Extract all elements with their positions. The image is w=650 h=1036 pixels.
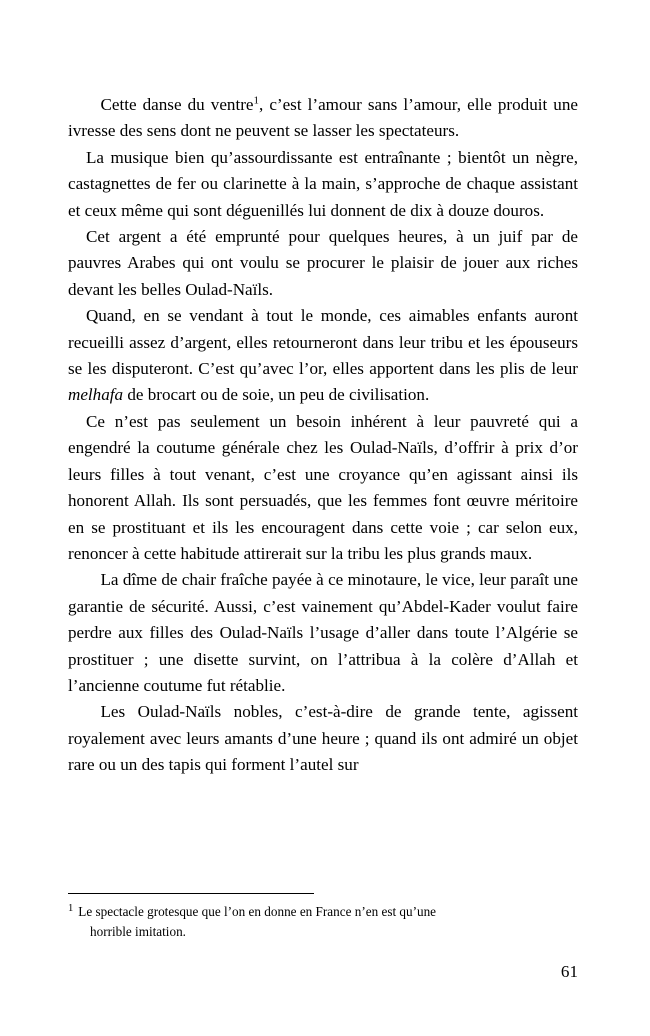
footnote-1-line-2: horrible imitation. [90,923,186,939]
paragraph-4-text-part-1: Quand, en se vendant à tout le monde, ces aimables enfants auront recueilli assez d’argent, elles retourneront dans leur tribu et les épouseurs se les disputeront. C’est qu’avec l’or, elles apportent dans les plis de leur [68,306,578,379]
footnote-1-text: Le spectacle grotesque que l’on en donne en France n’en est qu’une [78,904,437,919]
paragraph-2: La musique bien qu’assourdissante est entraînante ; bientôt un nègre, castagnettes de fer ou clarinette à la main, s’approche de chaque assistant et ceux même qui sont déguenillés lui donnent de dix à douze douros. [68,147,578,220]
paragraph-6: La dîme de chair fraîche payée à ce minotaure, le vice, leur paraît une garantie de sécurité. Aussi, c’est vainement qu’Abdel-Kader voulut faire perdre aux filles des Oulad-Naïls l’usage d’aller dans toute l’Algérie se prostituer ; une disette survint, on l’attribua à la colère d’Allah et l’ancienne coutume fut rétablie. [68,570,578,695]
paragraph-7: Les Oulad-Naïls nobles, c’est-à-dire de grande tente, agissent royalement avec leurs amants d’une heure ; quand ils ont admiré un objet rare ou un des tapis qui forment l’autel sur [68,702,578,775]
paragraph-1-text-before: Cette danse du ventre [100,95,254,114]
footnote-separator-rule [68,893,314,894]
footnote-1-marker: 1 [68,902,74,914]
paragraph-5: Ce n’est pas seulement un besoin inhérent à leur pauvreté qui a engendré la coutume générale chez les Oulad-Naïls, d’offrir à prix d’or leurs filles à tout venant, c’est une croyance qu’en agissant ainsi ils honorent Allah. Ils sont persuadés, que les femmes font œuvre méritoire en se prostituant et ils les encouragent dans cette voie ; car selon eux, renoncer à cette habitude attirerait sur la tribu les plus grands maux. [68,411,578,563]
footnote-reference-1[interactable]: 1 [253,94,259,107]
paragraph-1 [68,92,578,145]
paragraph-4-italic-term: melhafa [68,385,124,405]
footnote-1 [68,902,578,942]
paragraph-4 [68,303,578,409]
paragraph-3: Cet argent a été emprunté pour quelques heures, à un juif par de pauvres Arabes qui ont voulu se procurer le plaisir de jouer aux riches devant les belles Oulad-Naïls. [68,227,578,299]
body-text [68,92,578,779]
footnote-area [68,893,578,942]
paragraph-4-text-part-2: de brocart ou de soie, un peu de civilisation. [123,385,430,405]
page-number: 61 [560,962,578,981]
footnote-1-line-1 [68,902,578,922]
paragraph-1-text-after: , c’est l’amour sans l’amour, elle produit une ivresse des sens dont ne peuvent se lasser les spectateurs. [68,95,578,141]
